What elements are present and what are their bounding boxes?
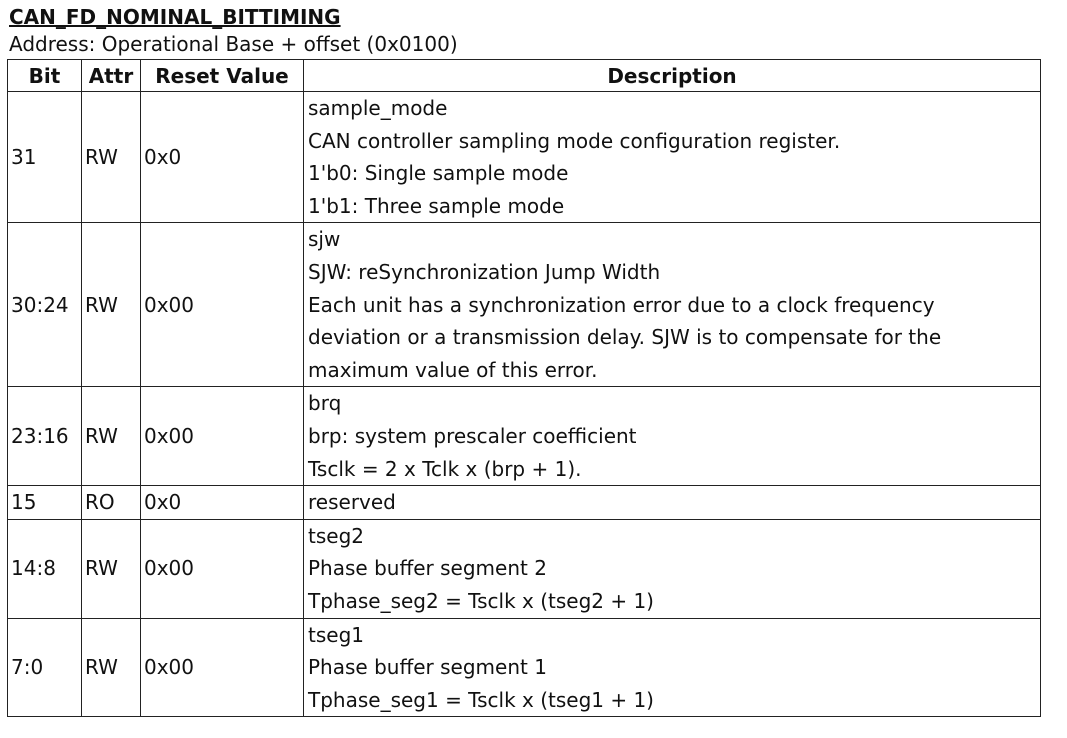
table-row bbox=[8, 223, 1041, 387]
cell-attr: RW bbox=[82, 92, 141, 223]
cell-bit: 14:8 bbox=[8, 519, 82, 618]
description-line: Phase buffer segment 2 bbox=[308, 556, 547, 581]
description-line: reserved bbox=[308, 490, 396, 515]
table-row bbox=[8, 486, 1041, 520]
cell-reset-value: 0x0 bbox=[141, 92, 304, 223]
table-row bbox=[8, 519, 1041, 618]
cell-attr: RO bbox=[82, 486, 141, 520]
column-header-bit: Bit bbox=[8, 60, 82, 92]
cell-reset-value: 0x00 bbox=[141, 618, 304, 717]
description-line: SJW: reSynchronization Jump Width bbox=[308, 259, 661, 284]
description-line: tseg1 bbox=[308, 622, 364, 647]
table-row bbox=[8, 387, 1041, 486]
cell-attr: RW bbox=[82, 223, 141, 387]
register-field-table bbox=[7, 59, 1041, 717]
cell-attr: RW bbox=[82, 519, 141, 618]
column-header-reset-value: Reset Value bbox=[141, 60, 304, 92]
cell-description bbox=[304, 92, 1041, 223]
table-row bbox=[8, 92, 1041, 223]
cell-description bbox=[304, 519, 1041, 618]
cell-reset-value: 0x00 bbox=[141, 223, 304, 387]
cell-attr: RW bbox=[82, 387, 141, 486]
description-line: 1'b1: Three sample mode bbox=[308, 193, 565, 218]
cell-bit: 31 bbox=[8, 92, 82, 223]
description-line: Tsclk = 2 x Tclk x (brp + 1). bbox=[308, 456, 582, 481]
cell-bit: 23:16 bbox=[8, 387, 82, 486]
description-line: tseg2 bbox=[308, 523, 364, 548]
cell-reset-value: 0x0 bbox=[141, 486, 304, 520]
description-line: brp: system prescaler coefficient bbox=[308, 423, 637, 448]
description-line: sample_mode bbox=[308, 96, 448, 120]
description-line: 1'b0: Single sample mode bbox=[308, 161, 569, 186]
description-line: sjw bbox=[308, 227, 341, 252]
description-line: Tphase_seg1 = Tsclk x (tseg1 + 1) bbox=[308, 687, 654, 712]
description-line: Each unit has a synchronization error due to a clock frequency bbox=[308, 292, 935, 317]
cell-description bbox=[304, 223, 1041, 387]
register-title: CAN_FD_NOMINAL_BITTIMING bbox=[9, 5, 341, 29]
cell-reset-value: 0x00 bbox=[141, 519, 304, 618]
table-header-row bbox=[8, 60, 1041, 92]
description-line: Phase buffer segment 1 bbox=[308, 655, 547, 680]
description-line: deviation or a transmission delay. SJW is to compensate for the bbox=[308, 325, 942, 350]
table-row bbox=[8, 618, 1041, 717]
column-header-attr: Attr bbox=[82, 60, 141, 92]
cell-description bbox=[304, 486, 1041, 520]
description-line: brq bbox=[308, 391, 342, 416]
cell-description bbox=[304, 618, 1041, 717]
description-line: maximum value of this error. bbox=[308, 357, 598, 382]
description-line: CAN controller sampling mode configuration register. bbox=[308, 128, 841, 153]
cell-bit: 15 bbox=[8, 486, 82, 520]
cell-reset-value: 0x00 bbox=[141, 387, 304, 486]
column-header-description: Description bbox=[304, 60, 1041, 92]
description-line: Tphase_seg2 = Tsclk x (tseg2 + 1) bbox=[308, 588, 654, 613]
cell-description bbox=[304, 387, 1041, 486]
cell-attr: RW bbox=[82, 618, 141, 717]
register-address: Address: Operational Base + offset (0x0100) bbox=[9, 32, 458, 56]
cell-bit: 30:24 bbox=[8, 223, 82, 387]
cell-bit: 7:0 bbox=[8, 618, 82, 717]
